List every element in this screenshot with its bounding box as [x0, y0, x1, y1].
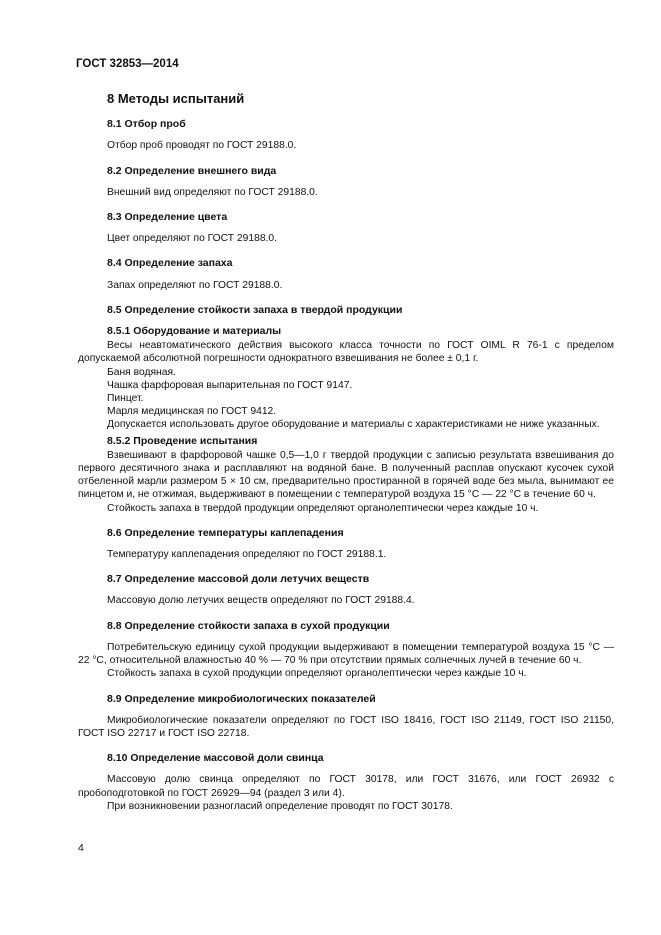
paragraph: Массовую долю свинца определяют по ГОСТ 30178, или ГОСТ 31676, или ГОСТ 26932 с пробоподготовкой по ГОСТ 26929—94 (раздел 3 или 4). — [78, 774, 614, 799]
paragraph: Баня водяная. — [107, 366, 176, 378]
subsection-8-8-title: 8.8 Определение стойкости запаха в сухой продукции — [107, 619, 390, 632]
paragraph: Пинцет. — [107, 393, 144, 405]
subsection-8-5-1-title: 8.5.1 Оборудование и материалы — [107, 325, 282, 338]
paragraph: Стойкость запаха в сухой продукции определяют органолептически через каждые 10 ч. — [107, 668, 527, 680]
paragraph: Потребительскую единицу сухой продукции выдерживают в помещении температурой воздуха 15 °С — 22 °С, относительной влажностью 40 % — 70 % при отсутствии прямых солнечных лучей в течение 60 ч. — [78, 641, 614, 667]
subsection-8-4-title: 8.4 Определение запаха — [107, 257, 233, 270]
subsection-8-5-title: 8.5 Определение стойкости запаха в твердой продукции — [107, 303, 403, 316]
subsection-8-1-title: 8.1 Отбор проб — [107, 118, 186, 131]
subsection-8-6-title: 8.6 Определение температуры каплепадения — [107, 526, 344, 539]
subsection-8-3-text: Цвет определяют по ГОСТ 29188.0. — [107, 233, 278, 245]
paragraph: При возникновении разногласий определение проводят по ГОСТ 30178. — [107, 800, 453, 812]
section-title: 8 Методы испытаний — [107, 91, 245, 106]
subsection-8-3-title: 8.3 Определение цвета — [107, 211, 228, 224]
subsection-8-10-title: 8.10 Определение массовой доли свинца — [107, 752, 324, 765]
paragraph: Марля медицинская по ГОСТ 9412. — [107, 406, 277, 418]
subsection-8-7-title: 8.7 Определение массовой доли летучих веществ — [107, 573, 370, 586]
paragraph: Весы неавтоматического действия высокого класса точности по ГОСТ OIML R 76-1 с пределом допускаемой абсолютной погрешности однократного взвешивания не более ± 0,1 г. — [78, 340, 614, 365]
subsection-8-2-title: 8.2 Определение внешнего вида — [107, 164, 277, 177]
document-header: ГОСТ 32853—2014 — [76, 58, 179, 70]
paragraph: Чашка фарфоровая выпарительная по ГОСТ 9147. — [107, 379, 353, 391]
subsection-8-9-title: 8.9 Определение микробиологических показателей — [107, 692, 376, 705]
subsection-8-1-text: Отбор проб проводят по ГОСТ 29188.0. — [107, 140, 297, 152]
paragraph: Взвешивают в фарфоровой чашке 0,5—1,0 г твердой продукции с записью результата взвешивания до первого десятичного знака и расплавляют на водяной бане. В полученный расплав опускают кусочек сухой отбеленной марли размером 5 × 10 см, предварительно простиранной в горячей воде без мыла, вынимают ее пинцетом и, не отжимая, выдерживают в помещении с температурой воздуха 15 °С — 22 °С в течение 60 ч. — [78, 449, 614, 501]
paragraph: Допускается использовать другое оборудование и материалы с характеристиками не ниже указанных. — [107, 419, 600, 431]
page-content — [78, 92, 614, 813]
paragraph: Стойкость запаха в твердой продукции определяют органолептически через каждые 10 ч. — [107, 502, 539, 514]
page-number: 4 — [78, 842, 84, 854]
subsection-8-7-text: Массовую долю летучих веществ определяют по ГОСТ 29188.4. — [107, 595, 415, 607]
subsection-8-5-2-title: 8.5.2 Проведение испытания — [107, 434, 258, 447]
subsection-8-6-text: Температуру каплепадения определяют по ГОСТ 29188.1. — [107, 549, 387, 561]
subsection-8-4-text: Запах определяют по ГОСТ 29188.0. — [107, 279, 283, 291]
subsection-8-2-text: Внешний вид определяют по ГОСТ 29188.0. — [107, 186, 318, 198]
subsection-8-9-text: Микробиологические показатели определяют по ГОСТ ISO 18416, ГОСТ ISO 21149, ГОСТ ISO 21150, ГОСТ ISO 22717 и ГОСТ ISO 22718. — [78, 714, 614, 739]
